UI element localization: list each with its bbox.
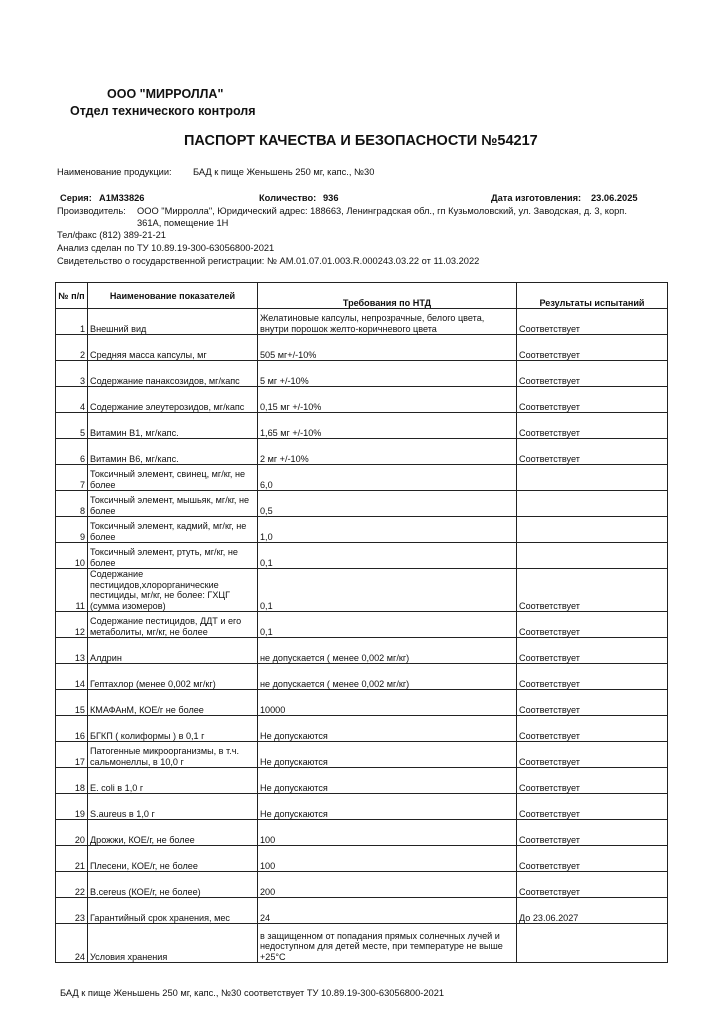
row-requirement: не допускается ( менее 0,002 мг/кг) (258, 638, 517, 664)
row-requirement: Желатиновые капсулы, непрозрачные, белого цвета, внутри порошок желто-коричневого цвета (258, 309, 517, 335)
row-result: До 23.06.2027 (517, 898, 668, 924)
table-row (56, 820, 668, 846)
row-number: 8 (56, 491, 88, 517)
row-number: 7 (56, 465, 88, 491)
row-number: 23 (56, 898, 88, 924)
row-number: 13 (56, 638, 88, 664)
row-name: S.aureus в 1,0 г (88, 794, 258, 820)
row-requirement: не допускается ( менее 0,002 мг/кг) (258, 664, 517, 690)
row-result (517, 543, 668, 569)
row-name: Токсичный элемент, свинец, мг/кг, не более (88, 465, 258, 491)
row-name: Содержание элеутерозидов, мг/капс (88, 387, 258, 413)
row-requirement: Не допускаются (258, 794, 517, 820)
row-name: Алдрин (88, 638, 258, 664)
row-requirement: 1,65 мг +/-10% (258, 413, 517, 439)
table-header-row (56, 283, 668, 309)
row-name: КМАФАнМ, КОЕ/г не более (88, 690, 258, 716)
col-header-results: Результаты испытаний (517, 283, 668, 309)
row-result: Соответствует (517, 820, 668, 846)
series-label: Серия: (60, 193, 92, 203)
table-row (56, 846, 668, 872)
table-row (56, 924, 668, 963)
table-row (56, 543, 668, 569)
row-requirement: 0,1 (258, 569, 517, 612)
product-value: БАД к пище Женьшень 250 мг, капс., №30 (193, 167, 375, 177)
row-result: Соответствует (517, 569, 668, 612)
table-row (56, 872, 668, 898)
row-result: Соответствует (517, 846, 668, 872)
table-row (56, 742, 668, 768)
row-number: 18 (56, 768, 88, 794)
row-result: Соответствует (517, 413, 668, 439)
table-row (56, 517, 668, 543)
row-number: 15 (56, 690, 88, 716)
row-requirement: 0,1 (258, 612, 517, 638)
row-result: Соответствует (517, 439, 668, 465)
quality-table (55, 282, 668, 963)
row-requirement: 0,5 (258, 491, 517, 517)
table-row (56, 898, 668, 924)
row-name: БГКП ( колиформы ) в 0,1 г (88, 716, 258, 742)
row-requirement: 200 (258, 872, 517, 898)
row-name: Патогенные микроорганизмы, в т.ч. сальмонеллы, в 10,0 г (88, 742, 258, 768)
row-number: 11 (56, 569, 88, 612)
row-number: 20 (56, 820, 88, 846)
production-date-value: 23.06.2025 (591, 193, 638, 203)
table-row (56, 794, 668, 820)
row-requirement: 10000 (258, 690, 517, 716)
row-number: 4 (56, 387, 88, 413)
table-row (56, 690, 668, 716)
row-name: E. coli в 1,0 г (88, 768, 258, 794)
row-result (517, 517, 668, 543)
analysis-note: Анализ сделан по ТУ 10.89.19-300-63056800-2021 (57, 243, 275, 253)
table-row (56, 638, 668, 664)
table-row (56, 309, 668, 335)
row-requirement: 24 (258, 898, 517, 924)
manufacturer-line-2: 361А, помещение 1Н (137, 218, 229, 228)
row-number: 22 (56, 872, 88, 898)
product-label: Наименование продукции: (57, 167, 172, 177)
row-name: Содержание панаксозидов, мг/капс (88, 361, 258, 387)
row-requirement: Не допускаются (258, 742, 517, 768)
row-requirement: 505 мг+/-10% (258, 335, 517, 361)
row-number: 14 (56, 664, 88, 690)
registration-certificate: Свидетельство о государственной регистрации: № AM.01.07.01.003.R.000243.03.22 от 11.03.2022 (57, 256, 480, 266)
row-requirement: 100 (258, 846, 517, 872)
row-result: Соответствует (517, 872, 668, 898)
quantity-label: Количество: (259, 193, 317, 203)
row-name: Токсичный элемент, ртуть, мг/кг, не более (88, 543, 258, 569)
table-row (56, 716, 668, 742)
row-name: Дрожжи, КОЕ/г, не более (88, 820, 258, 846)
row-name: Витамин В1, мг/капс. (88, 413, 258, 439)
company-name: ООО "МИРРОЛЛА" (107, 87, 224, 101)
row-number: 24 (56, 924, 88, 963)
col-header-number: № п/п (56, 283, 88, 309)
row-result (517, 465, 668, 491)
table-row (56, 335, 668, 361)
row-number: 9 (56, 517, 88, 543)
row-number: 10 (56, 543, 88, 569)
row-name: Плесени, КОЕ/г, не более (88, 846, 258, 872)
department-name: Отдел технического контроля (70, 104, 256, 118)
quantity-value: 936 (323, 193, 339, 203)
manufacturer-label: Производитель: (57, 206, 126, 216)
row-requirement: 100 (258, 820, 517, 846)
row-name: Содержание пестицидов,хлорорганические пестициды, мг/кг, не более: ГХЦГ (сумма изомеров) (88, 569, 258, 612)
row-name: Токсичный элемент, мышьяк, мг/кг, не более (88, 491, 258, 517)
row-name: Гарантийный срок хранения, мес (88, 898, 258, 924)
row-requirement: в защищенном от попадания прямых солнечных лучей и недоступном для детей месте, при температуре не выше +25°С (258, 924, 517, 963)
manufacturer-line-1: ООО "Мирролла", Юридический адрес: 188663, Ленинградская обл., гп Кузьмоловский, ул. Заводская, д. 3, корп. (137, 206, 627, 216)
table-row (56, 439, 668, 465)
row-number: 21 (56, 846, 88, 872)
table-row (56, 569, 668, 612)
conformity-statement: БАД к пище Женьшень 250 мг, капс., №30 соответствует ТУ 10.89.19-300-63056800-2021 (60, 988, 445, 998)
row-name: Условия хранения (88, 924, 258, 963)
row-result: Соответствует (517, 335, 668, 361)
row-requirement: 5 мг +/-10% (258, 361, 517, 387)
row-number: 19 (56, 794, 88, 820)
table-row (56, 491, 668, 517)
row-number: 1 (56, 309, 88, 335)
row-requirement: 6,0 (258, 465, 517, 491)
row-result: Соответствует (517, 742, 668, 768)
row-requirement: Не допускаются (258, 768, 517, 794)
row-requirement: 0,15 мг +/-10% (258, 387, 517, 413)
page-title: ПАСПОРТ КАЧЕСТВА И БЕЗОПАСНОСТИ №54217 (184, 133, 538, 149)
row-name: Содержание пестицидов, ДДТ и его метаболиты, мг/кг, не более (88, 612, 258, 638)
col-header-name: Наименование показателей (88, 283, 258, 309)
row-result: Соответствует (517, 638, 668, 664)
row-result: Соответствует (517, 361, 668, 387)
col-header-requirements: Требования по НТД (258, 283, 517, 309)
row-name: B.cereus (КОЕ/г, не более) (88, 872, 258, 898)
row-result: Соответствует (517, 387, 668, 413)
row-number: 16 (56, 716, 88, 742)
row-result: Соответствует (517, 690, 668, 716)
row-requirement: 1,0 (258, 517, 517, 543)
production-date-label: Дата изготовления: (491, 193, 582, 203)
row-number: 12 (56, 612, 88, 638)
row-result: Соответствует (517, 716, 668, 742)
row-number: 6 (56, 439, 88, 465)
row-name: Средняя масса капсулы, мг (88, 335, 258, 361)
row-result (517, 491, 668, 517)
row-name: Витамин В6, мг/капс. (88, 439, 258, 465)
row-name: Токсичный элемент, кадмий, мг/кг, не более (88, 517, 258, 543)
table-row (56, 768, 668, 794)
row-requirement: 2 мг +/-10% (258, 439, 517, 465)
row-result: Соответствует (517, 664, 668, 690)
table-row (56, 465, 668, 491)
table-row (56, 361, 668, 387)
table-row (56, 387, 668, 413)
row-number: 3 (56, 361, 88, 387)
row-number: 17 (56, 742, 88, 768)
table-row (56, 413, 668, 439)
phone-fax: Тел/факс (812) 389-21-21 (57, 230, 166, 240)
row-requirement: Не допускаются (258, 716, 517, 742)
row-requirement: 0,1 (258, 543, 517, 569)
row-name: Гептахлор (менее 0,002 мг/кг) (88, 664, 258, 690)
series-value: А1М33826 (99, 193, 145, 203)
row-number: 2 (56, 335, 88, 361)
row-name: Внешний вид (88, 309, 258, 335)
row-result: Соответствует (517, 794, 668, 820)
row-result: Соответствует (517, 768, 668, 794)
row-result: Соответствует (517, 309, 668, 335)
row-result: Соответствует (517, 612, 668, 638)
table-row (56, 612, 668, 638)
row-number: 5 (56, 413, 88, 439)
table-row (56, 664, 668, 690)
row-result (517, 924, 668, 963)
